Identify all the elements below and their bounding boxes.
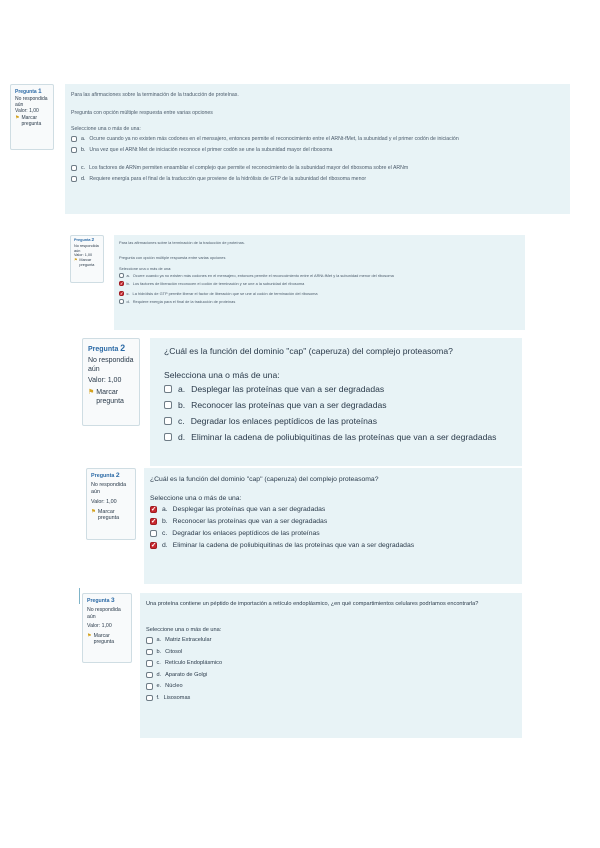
option-text: Matriz Extracelular: [165, 637, 212, 644]
question-number: Pregunta 3: [87, 597, 115, 604]
question-score: Valor: 1,00: [88, 377, 122, 385]
checkbox[interactable]: [164, 401, 172, 409]
flag-question-button[interactable]: ⚑ Marcar pregunta: [88, 389, 124, 405]
option-letter: d.: [156, 671, 162, 678]
option-text: Lisosomas: [163, 694, 191, 701]
question-score: Valor: 1,00: [91, 498, 117, 505]
answer-option[interactable]: [71, 136, 564, 142]
option-letter: a.: [81, 136, 86, 142]
checkbox-checked[interactable]: ✓: [151, 506, 157, 513]
question-content: [150, 338, 522, 466]
question-content: [144, 468, 522, 584]
question-score: Valor: 1,00: [87, 623, 112, 630]
question-text: Para las afirmaciones sobre la terminación de la traducción de proteínas.: [119, 240, 245, 245]
question-number: Pregunta 2: [91, 472, 120, 479]
question-text: Para las afirmaciones sobre la terminación de la traducción de proteínas.: [71, 92, 239, 98]
option-letter: b.: [81, 147, 86, 153]
answer-instruction: Seleccione una o más de una:: [119, 266, 172, 271]
option-text: Citosol: [165, 648, 183, 655]
checkbox[interactable]: [119, 273, 124, 278]
answer-instruction: Selecciona una o más de una:: [164, 370, 280, 380]
option-text: Eliminar la cadena de poliubiquitinas de las proteínas que van a ser degradadas: [191, 432, 497, 442]
answer-option[interactable]: [164, 400, 508, 410]
checkbox[interactable]: [71, 176, 77, 182]
answer-options: [71, 136, 564, 182]
question-info-panel: [10, 84, 54, 150]
question-content: [65, 84, 570, 214]
checkbox[interactable]: [119, 299, 124, 304]
option-text: Reconocer las proteínas que van a ser degradadas: [191, 400, 387, 410]
option-letter: b.: [162, 518, 168, 525]
checkbox[interactable]: [71, 165, 77, 171]
option-text: Desplegar las proteínas que van a ser degradadas: [191, 384, 385, 394]
option-text: Aparato de Golgi: [165, 671, 208, 678]
checkbox-checked[interactable]: ✓: [151, 518, 157, 525]
answer-option[interactable]: [164, 384, 508, 394]
option-letter: a.: [162, 506, 168, 513]
option-letter: b.: [178, 400, 186, 410]
option-letter: f.: [156, 694, 160, 701]
option-letter: c.: [162, 530, 168, 537]
answer-option[interactable]: [146, 683, 516, 690]
question-block-4: [86, 468, 522, 584]
question-state: No respondida aún: [74, 243, 99, 253]
question-block-1: [10, 84, 570, 214]
option-text: Requiere energía para el final de la traducción que proviene de la hidrólisis de GTP de la subunidad del ribosoma menor: [89, 176, 367, 182]
answer-options: [150, 506, 516, 549]
answer-options: [119, 273, 520, 304]
question-state: No respondida aún: [91, 482, 127, 496]
answer-option[interactable]: [119, 291, 520, 296]
option-letter: d.: [81, 176, 86, 182]
question-info-panel: [82, 593, 132, 663]
checkbox[interactable]: [146, 649, 153, 656]
checkbox[interactable]: [146, 695, 153, 702]
question-score: Valor: 1,00: [74, 253, 93, 258]
question-content: [140, 593, 522, 738]
option-text: Ocurre cuando ya no existen más codones en el mensajero, entonces permite el reconocimiento entre el ARNt-fMet y la subunidad menor del ribosoma: [132, 273, 394, 278]
answer-option[interactable]: [150, 518, 516, 525]
checkbox[interactable]: [164, 385, 172, 393]
option-text: Retículo Endoplásmico: [164, 660, 223, 667]
option-letter: d.: [126, 299, 130, 304]
question-number: Pregunta 1: [15, 88, 42, 95]
checkbox[interactable]: [71, 136, 77, 142]
option-text: Degradar los enlaces peptídicos de las proteínas: [172, 530, 320, 537]
option-text: Desplegar las proteínas que van a ser degradadas: [172, 506, 326, 513]
option-letter: b.: [126, 281, 130, 286]
option-text: Los factores de ARNm permiten ensamblar el complejo que permite el reconocimiento de la subunidad mayor del ribosoma sobre el ARNm: [89, 165, 409, 171]
option-letter: c.: [178, 416, 185, 426]
flag-icon: ⚑: [74, 258, 78, 263]
answer-instruction: Seleccione una o más de una:: [150, 495, 242, 502]
option-text: Los factores de liberación reconocen el codón de terminación y se une a la subunidad del ribosoma: [132, 281, 305, 286]
flag-question-button[interactable]: ⚑ Marcar pregunta: [91, 508, 120, 522]
checkbox[interactable]: [146, 660, 153, 667]
answer-option[interactable]: [150, 530, 516, 537]
checkbox-checked[interactable]: ✓: [120, 291, 124, 296]
option-letter: a.: [178, 384, 186, 394]
option-letter: c.: [126, 291, 130, 296]
option-letter: d.: [178, 432, 186, 442]
question-state: No respondida aún: [15, 95, 48, 109]
question-text: ¿Cuál es la función del dominio "cap" (caperuza) del complejo proteasoma?: [164, 346, 453, 356]
answer-option[interactable]: [119, 273, 520, 278]
answer-option[interactable]: [150, 506, 516, 513]
option-text: La hidrólisis de GTP permite liberar el factor de liberación que se une al codón de terminación del ribosoma: [132, 291, 318, 296]
question-state: No respondida aún: [88, 356, 134, 373]
flag-question-button[interactable]: ⚑ Marcar pregunta: [74, 258, 95, 267]
flag-icon: ⚑: [88, 389, 95, 396]
checkbox[interactable]: [146, 683, 153, 690]
checkbox[interactable]: [71, 147, 77, 153]
option-text: Una vez que el ARNt Met de iniciación reconoce el primer codón se une la subunidad mayor del ribosoma: [89, 147, 333, 153]
answer-option[interactable]: [119, 281, 520, 286]
checkbox[interactable]: [146, 672, 153, 679]
checkbox[interactable]: [146, 637, 153, 644]
question-block-3: [82, 338, 522, 466]
answer-instruction: Seleccione una o más de una:: [71, 126, 141, 132]
option-letter: a.: [126, 273, 130, 278]
question-content: [114, 235, 525, 330]
answer-option[interactable]: [119, 299, 520, 304]
question-number: Pregunta 2: [74, 238, 95, 243]
question-subtext: Pregunta con opción múltiple respuesta entre varias opciones: [119, 255, 226, 260]
flag-question-button[interactable]: ⚑ Marcar pregunta: [87, 632, 115, 646]
answer-option[interactable]: [71, 176, 564, 182]
separator-line: [79, 588, 80, 604]
question-text: ¿Cuál es la función del dominio "cap" (caperuza) del complejo proteasoma?: [150, 476, 379, 483]
checkbox-checked[interactable]: ✓: [120, 281, 124, 286]
question-state: No respondida aún: [87, 607, 121, 620]
answer-option[interactable]: [71, 165, 564, 171]
checkbox[interactable]: [150, 530, 157, 537]
option-text: Reconocer las proteínas que van a ser degradadas: [172, 518, 328, 525]
answer-option[interactable]: [164, 432, 508, 442]
answer-option[interactable]: [146, 649, 516, 656]
option-text: Ocurre cuando ya no existen más codones en el mensajero, entonces permite el reconocimiento entre el ARNt-fMet, la subunidad y el primer codón de iniciación: [89, 136, 459, 142]
question-info-panel: [70, 235, 104, 283]
question-score: Valor: 1,00: [15, 108, 39, 115]
answer-instruction: Seleccione una o más de una:: [146, 627, 222, 633]
flag-question-button[interactable]: ⚑ Marcar pregunta: [15, 114, 42, 127]
question-block-5: [82, 593, 522, 738]
question-info-panel: [86, 468, 136, 540]
option-letter: d.: [162, 542, 168, 549]
checkbox-checked[interactable]: ✓: [151, 542, 157, 549]
answer-option[interactable]: [146, 637, 516, 644]
question-info-panel: [82, 338, 140, 426]
checkbox[interactable]: [164, 417, 172, 425]
option-text: Degradar los enlaces peptídicos de las proteínas: [190, 416, 377, 426]
answer-options: [164, 384, 508, 442]
question-text: Una proteína contiene un péptido de importación a retículo endoplásmico, ¿en qué compartimientos celulares podríamos encontrarla?: [146, 601, 479, 607]
flag-icon: ⚑: [15, 114, 20, 121]
answer-option[interactable]: [146, 695, 516, 702]
answer-option[interactable]: [146, 672, 516, 679]
option-letter: e.: [156, 683, 162, 690]
option-text: Requiere energía para el final de la traducción de proteínas: [132, 299, 236, 304]
flag-icon: ⚑: [87, 632, 92, 639]
answer-option[interactable]: [150, 542, 516, 549]
flag-icon: ⚑: [91, 508, 96, 515]
option-text: Eliminar la cadena de poliubiquitinas de las proteínas que van a ser degradadas: [172, 542, 415, 549]
answer-option[interactable]: [71, 147, 564, 153]
checkbox[interactable]: [164, 433, 172, 441]
question-subtext: Pregunta con opción múltiple respuesta entre varias opciones: [71, 110, 213, 116]
answer-option[interactable]: [146, 660, 516, 667]
answer-options: [146, 637, 516, 701]
option-letter: b.: [156, 648, 162, 655]
question-block-2: [70, 235, 525, 330]
option-letter: a.: [156, 637, 162, 644]
question-number: Pregunta 2: [88, 343, 126, 353]
option-text: Núcleo: [165, 683, 183, 690]
answer-option[interactable]: [164, 416, 508, 426]
option-letter: c.: [156, 660, 161, 667]
option-letter: c.: [81, 165, 86, 171]
